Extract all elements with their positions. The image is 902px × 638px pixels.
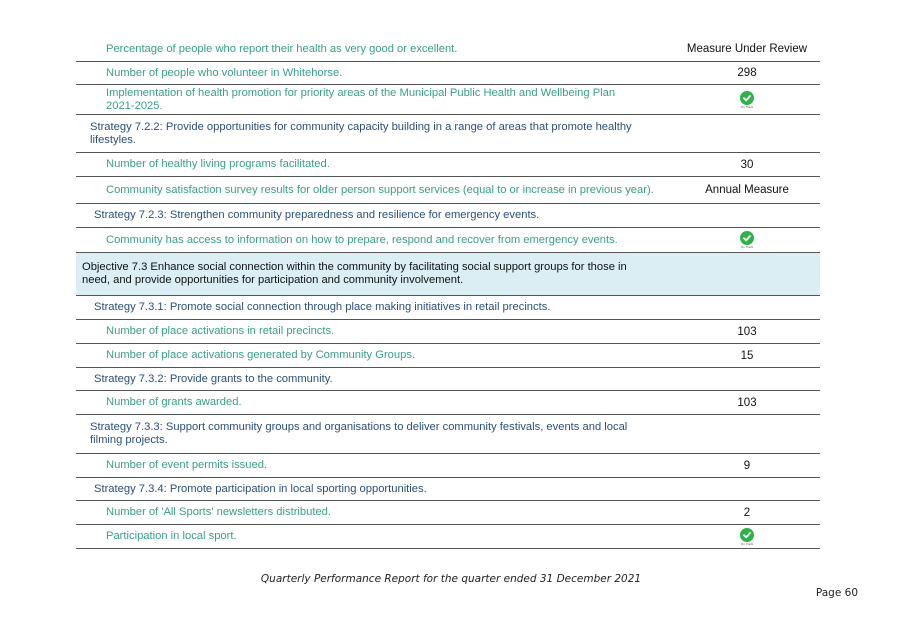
table-row xyxy=(76,253,820,296)
status-caption: On Track xyxy=(740,245,754,249)
status-cell xyxy=(674,85,820,114)
empty-value xyxy=(674,296,820,319)
table-row xyxy=(76,204,820,228)
on-track-indicator xyxy=(740,528,754,546)
status-caption: On Track xyxy=(740,541,754,546)
measure-value: 30 xyxy=(740,158,754,171)
report-footer-caption: Quarterly Performance Report for the quarter ended 31 December 2021 xyxy=(260,573,642,585)
check-icon xyxy=(740,91,754,105)
page-number: Page 60 xyxy=(815,587,858,599)
objective-label: Objective 7.3 Enhance social connection within the community by facilitating social support groups for those in need, and provide opportunities for participation and community involvement. xyxy=(82,261,627,286)
on-track-indicator xyxy=(740,91,754,109)
measure-value: 9 xyxy=(743,459,751,472)
strategy-label: Strategy 7.3.3: Support community groups and organisations to deliver community festivals, events and local filming projects. xyxy=(90,421,628,446)
table-row xyxy=(76,320,820,344)
table-row xyxy=(76,391,820,415)
measure-label: Community has access to information on how to prepare, respond and recover from emergency events. xyxy=(106,233,618,246)
measure-label: Number of 'All Sports' newsletters distributed. xyxy=(106,506,332,518)
measure-label: Percentage of people who report their health as very good or excellent. xyxy=(106,42,458,55)
measure-label: Implementation of health promotion for priority areas of the Municipal Public Health and Wellbeing Plan 2021-2025. xyxy=(106,86,616,112)
table-row xyxy=(76,37,820,62)
strategy-label: Strategy 7.3.4: Promote participation in local sporting opportunities. xyxy=(94,482,427,495)
measure-label: Number of healthy living programs facilitated. xyxy=(106,158,330,170)
measure-label: Number of event permits issued. xyxy=(106,459,268,471)
measure-label: Number of place activations generated by Community Groups. xyxy=(106,349,416,361)
measure-label: Number of grants awarded. xyxy=(106,396,242,408)
status-caption: On Track xyxy=(740,104,754,109)
measure-label: Participation in local sport. xyxy=(106,530,237,542)
empty-value xyxy=(674,253,820,295)
table-row xyxy=(76,454,820,478)
strategy-label: Strategy 7.3.1: Promote social connection through place making initiatives in retail precincts. xyxy=(94,301,551,313)
empty-value xyxy=(674,415,820,453)
empty-value xyxy=(674,368,820,390)
table-row xyxy=(76,62,820,85)
empty-value xyxy=(674,115,820,152)
measure-value: Measure Under Review xyxy=(686,43,808,55)
measure-value: 15 xyxy=(740,349,754,362)
empty-value xyxy=(674,478,820,500)
strategy-label: Strategy 7.2.2: Provide opportunities for community capacity building in a range of areas that promote healthy lifestyles. xyxy=(90,120,632,146)
on-track-indicator xyxy=(740,231,754,249)
table-row xyxy=(76,296,820,320)
measure-value: 103 xyxy=(737,396,757,409)
strategy-label: Strategy 7.2.3: Strengthen community preparedness and resilience for emergency events. xyxy=(94,209,540,221)
status-cell xyxy=(674,525,820,548)
empty-value xyxy=(674,204,820,227)
status-cell xyxy=(674,228,820,252)
measure-value: 298 xyxy=(737,67,757,79)
strategy-label: Strategy 7.3.2: Provide grants to the community. xyxy=(94,372,333,385)
measure-value: Annual Measure xyxy=(705,184,789,196)
check-icon xyxy=(740,528,754,542)
table-row xyxy=(76,525,820,549)
check-icon xyxy=(740,231,754,245)
measure-value: 2 xyxy=(743,506,751,519)
table-row xyxy=(76,478,820,501)
performance-table xyxy=(76,37,820,549)
table-row xyxy=(76,153,820,177)
table-row xyxy=(76,344,820,368)
measure-value: 103 xyxy=(737,325,757,338)
table-row xyxy=(76,228,820,253)
table-row xyxy=(76,85,820,115)
measure-label: Number of people who volunteer in Whitehorse. xyxy=(106,66,343,79)
measure-label: Number of place activations in retail precincts. xyxy=(106,325,335,337)
table-row xyxy=(76,501,820,525)
table-row xyxy=(76,368,820,391)
table-row xyxy=(76,415,820,454)
measure-label: Community satisfaction survey results for older person support services (equal to or increase in previous year). xyxy=(106,183,654,196)
table-row xyxy=(76,177,820,204)
table-row xyxy=(76,115,820,153)
